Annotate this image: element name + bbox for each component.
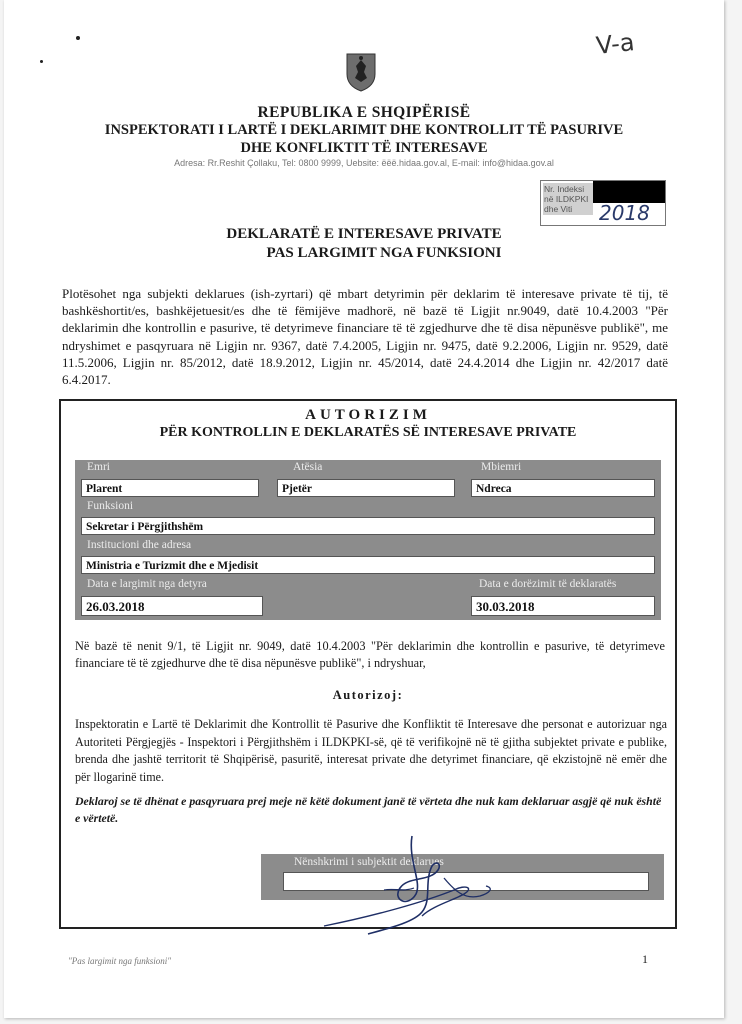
autorizoj-heading: Autorizoj:: [332, 688, 404, 702]
funksioni-label: Funksioni: [87, 500, 134, 512]
footer-caption: "Pas largimit nga funksioni": [68, 956, 171, 966]
data-dorezimit-field[interactable]: 30.03.2018: [471, 596, 655, 616]
page-number: 1: [642, 952, 648, 966]
scan-speck: [76, 36, 80, 40]
scan-speck: [40, 60, 43, 63]
data-largimit-field[interactable]: 26.03.2018: [81, 596, 263, 616]
intro-paragraph: Plotësohet nga subjekti deklarues (ish-zyrtari) që mbart detyrimin për deklarim të interesave private të tij, të bashkëshortit/es, bashkëjetuesit/es dhe të fëmijëve madhorë, në bazë të Ligjit nr.9049, datë 10.4.2003 "Për deklarimin dhe kontrollin e pasurive, të detyrimeve financiare të të zgjedhurve dhe të disa nëpunësve publikë", me ndryshimet e pasqyruara në Ligjin nr. 9367, datë 7.4.2005, Ligjin nr. 9475, datë 9.2.2006, Ligjin nr. 9529, datë 11.5.2006, Ligjin nr. 85/2012, datë 18.9.2012, Ligjin nr. 45/2014, datë 24.4.2014 dhe Ligjin nr. 42/2017 datë 6.4.2017.: [62, 286, 668, 388]
mbiemri-field[interactable]: Ndreca: [471, 479, 655, 497]
atesia-label: Atësia: [293, 461, 323, 473]
index-number-box: [540, 180, 666, 226]
index-year: 2018: [599, 201, 650, 225]
header-republic: REPUBLIKA E SHQIPËRISË: [257, 104, 471, 121]
handwritten-corner-note: V-a: [594, 28, 636, 60]
atesia-field[interactable]: Pjetër: [277, 479, 455, 497]
header-inspectorate: INSPEKTORATI I LARTË I DEKLARIMIT DHE KONTROLLIT TË PASURIVE: [104, 122, 624, 138]
authorization-subtitle: PËR KONTROLLIN E DEKLARATËS SË INTERESAVE PRIVATE: [159, 425, 577, 440]
institucioni-field[interactable]: Ministria e Turizmit dhe e Mjedisit: [81, 556, 655, 574]
coat-of-arms-icon: [345, 52, 377, 92]
authorization-body: Inspektoratin e Lartë të Deklarimit dhe Kontrollit të Pasurive dhe Konfliktit të Interesave dhe personat e autorizuar nga Autoriteti Përgjegjës - Inspektori i Përgjithshëm i ILDKPKI-së, që të verifikojnë në të gjitha subjektet private e publike, brenda dhe jashtë territorit të Shqipërisë, pasuritë, interesat private dhe detyrimet financiare, që ekzistojnë në emër dhe për llogarinë time.: [75, 717, 667, 784]
declaration-statement: Deklaroj se të dhënat e pasqyruara prej meje në këtë dokument janë të vërteta dhe nuk kam deklaruar asgjë që nuk është e vërtetë.: [75, 794, 662, 825]
signature-label: Nënshkrimi i subjektit deklarues: [294, 856, 444, 868]
institucioni-label: Institucioni dhe adresa: [87, 539, 192, 551]
emri-field[interactable]: Plarent: [81, 479, 259, 497]
authorization-title: AUTORIZIM: [305, 407, 431, 423]
mbiemri-label: Mbiemri: [481, 461, 522, 473]
header-conflict: DHE KONFLIKTIT TË INTERESAVE: [240, 140, 488, 156]
document-title: DEKLARATË E INTERESAVE PRIVATE: [226, 226, 502, 242]
redaction-block: [593, 181, 665, 203]
legal-basis-paragraph: Në bazë të nenit 9/1, të Ligjit nr. 9049, datë 10.4.2003 "Për deklarimin dhe kontrollin e pasurive, të detyrimeve financiare të të zgjedhurve dhe të disa nëpunësve publikë", i ndryshuar,: [75, 639, 665, 670]
header-address: Adresa: Rr.Reshit Çollaku, Tel: 0800 9999, Uebsite: ëëë.hidaa.gov.al, E-mail: info@hidaa.gov.al: [174, 158, 554, 168]
data-largimit-label: Data e largimit nga detyra: [87, 578, 207, 590]
funksioni-field[interactable]: Sekretar i Përgjithshëm: [81, 517, 655, 535]
data-dorezimit-label: Data e dorëzimit të deklaratës: [479, 578, 617, 590]
personal-data-form: [75, 460, 661, 620]
index-label: Nr. Indeksi në ILDKPKI dhe Viti: [543, 183, 593, 215]
document-page: [4, 0, 724, 1018]
document-subtitle: PAS LARGIMIT NGA FUNKSIONI: [266, 245, 502, 261]
emri-label: Emri: [87, 461, 110, 473]
handwritten-signature: [304, 830, 504, 940]
